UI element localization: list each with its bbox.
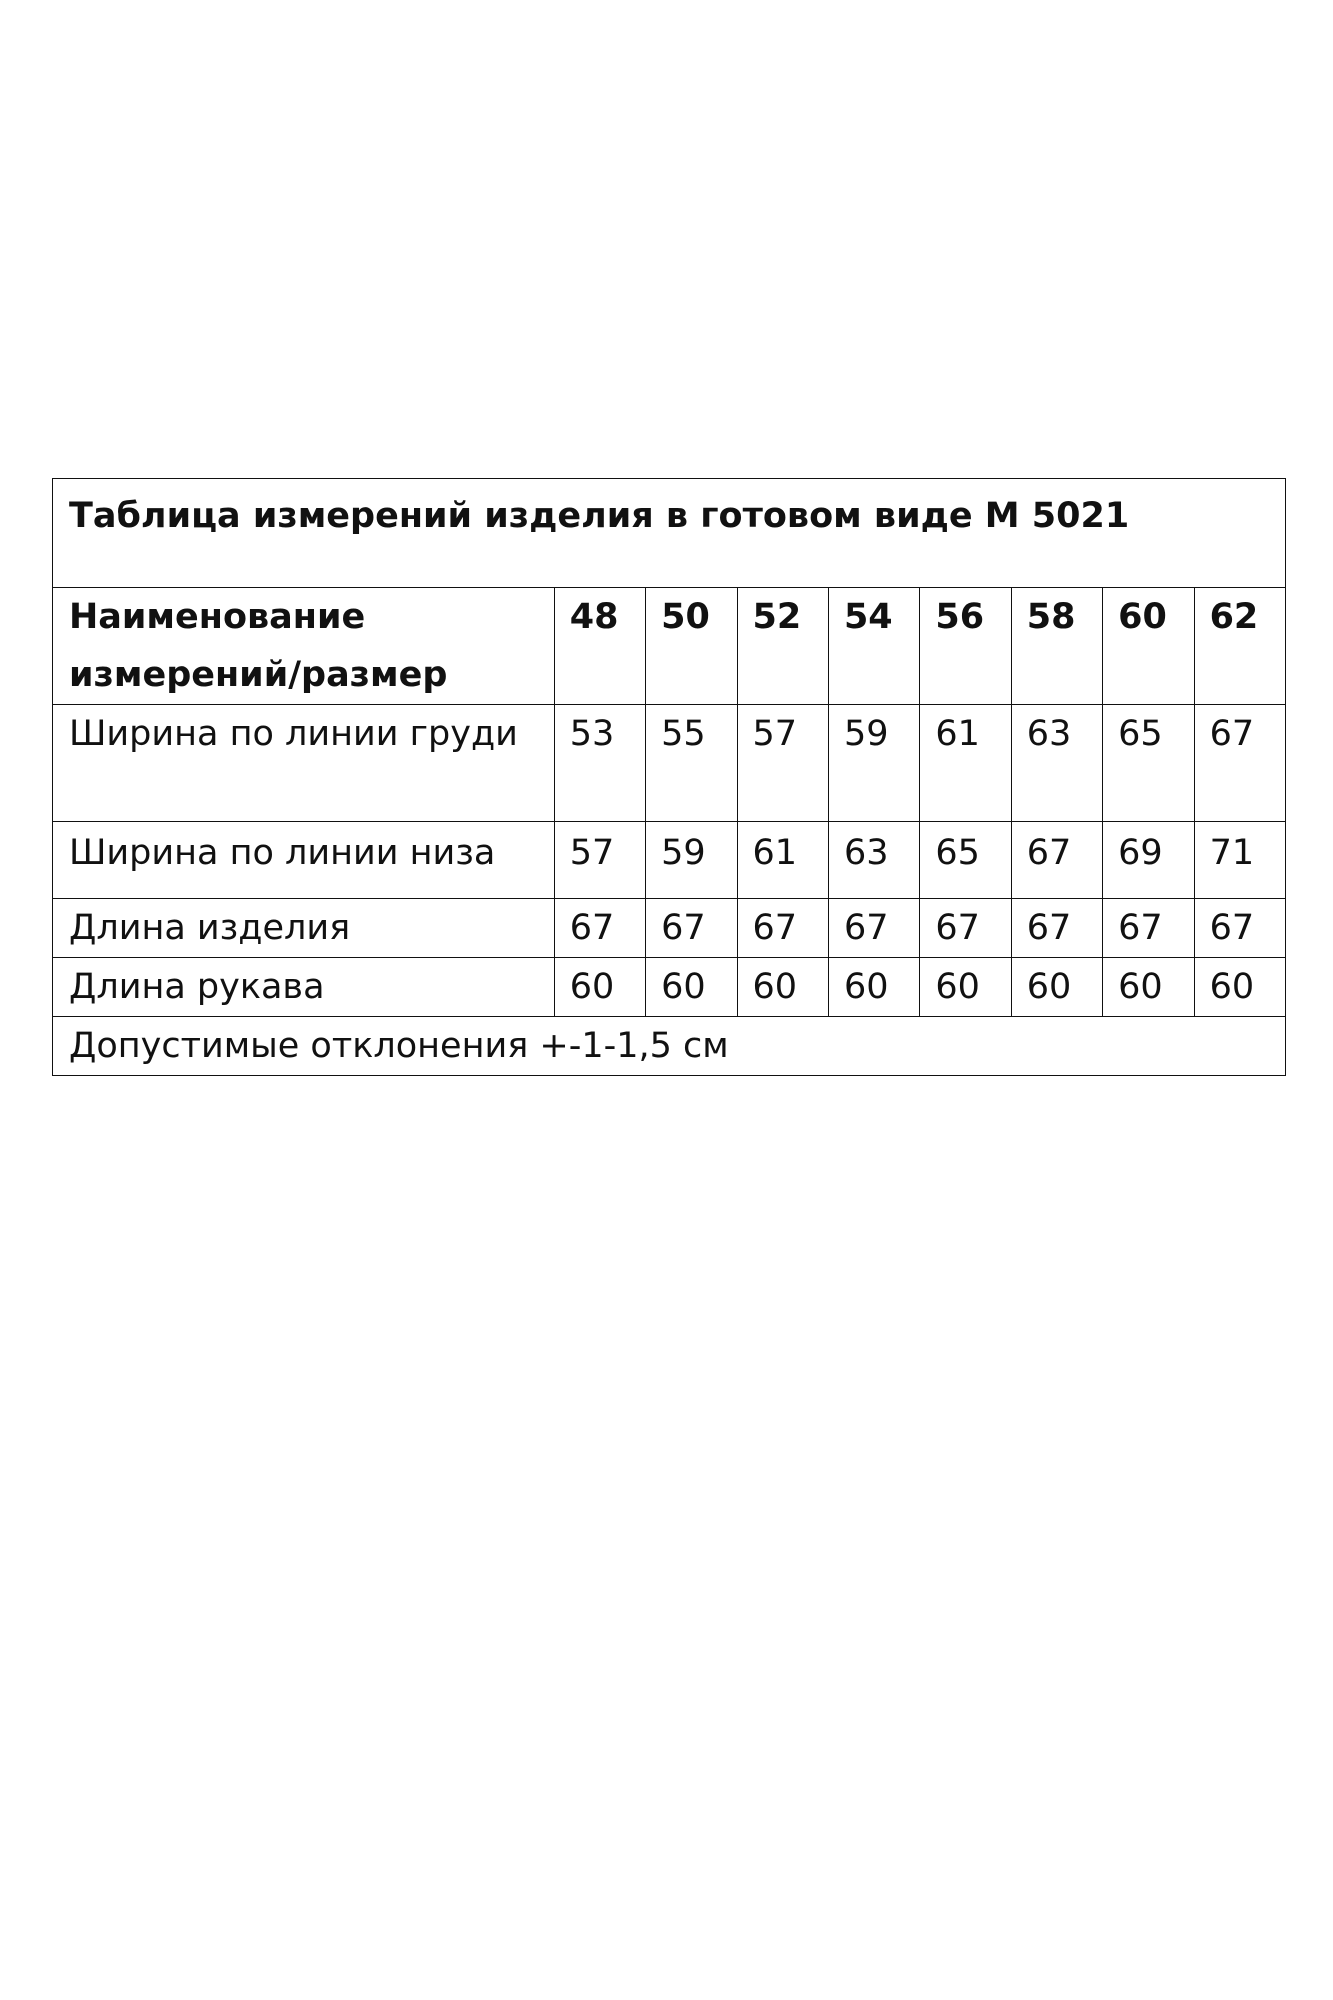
table-row xyxy=(53,899,1286,958)
measurement-value: 69 xyxy=(1103,822,1194,899)
size-header: 60 xyxy=(1103,588,1194,705)
measurement-value: 63 xyxy=(1011,705,1102,822)
measurement-value: 60 xyxy=(737,958,828,1017)
measurement-value: 60 xyxy=(828,958,919,1017)
measurement-value: 61 xyxy=(920,705,1011,822)
measurement-value: 67 xyxy=(1011,899,1102,958)
measurement-value: 60 xyxy=(1011,958,1102,1017)
measurement-value: 71 xyxy=(1194,822,1285,899)
table-row xyxy=(53,958,1286,1017)
header-label: Наименование измерений/размер xyxy=(53,588,555,705)
measurement-value: 59 xyxy=(646,822,737,899)
measurement-value: 57 xyxy=(554,822,645,899)
measurement-label: Ширина по линии низа xyxy=(53,822,555,899)
measurement-value: 60 xyxy=(920,958,1011,1017)
measurement-value: 67 xyxy=(1011,822,1102,899)
table-row xyxy=(53,822,1286,899)
measurement-value: 53 xyxy=(554,705,645,822)
measurement-value: 55 xyxy=(646,705,737,822)
title-row xyxy=(53,479,1286,588)
size-table xyxy=(52,478,1286,1076)
size-header: 58 xyxy=(1011,588,1102,705)
measurement-value: 67 xyxy=(737,899,828,958)
measurement-label: Длина рукава xyxy=(53,958,555,1017)
measurement-value: 67 xyxy=(828,899,919,958)
measurement-value: 60 xyxy=(554,958,645,1017)
size-header: 50 xyxy=(646,588,737,705)
measurement-value: 65 xyxy=(920,822,1011,899)
size-header: 56 xyxy=(920,588,1011,705)
measurement-value: 60 xyxy=(1103,958,1194,1017)
measurement-label: Ширина по линии груди xyxy=(53,705,555,822)
note-row xyxy=(53,1017,1286,1076)
measurement-value: 67 xyxy=(1194,899,1285,958)
measurement-value: 65 xyxy=(1103,705,1194,822)
measurement-value: 60 xyxy=(1194,958,1285,1017)
table-row xyxy=(53,705,1286,822)
measurement-value: 60 xyxy=(646,958,737,1017)
measurement-value: 57 xyxy=(737,705,828,822)
measurement-value: 67 xyxy=(646,899,737,958)
header-row xyxy=(53,588,1286,705)
table-title: Таблица измерений изделия в готовом виде М 5021 xyxy=(53,479,1286,588)
measurement-label: Длина изделия xyxy=(53,899,555,958)
tolerance-note: Допустимые отклонения +-1-1,5 см xyxy=(53,1017,1286,1076)
size-header: 54 xyxy=(828,588,919,705)
measurement-value: 67 xyxy=(920,899,1011,958)
measurement-value: 67 xyxy=(1103,899,1194,958)
measurement-value: 61 xyxy=(737,822,828,899)
size-header: 48 xyxy=(554,588,645,705)
size-header: 52 xyxy=(737,588,828,705)
measurement-value: 67 xyxy=(554,899,645,958)
measurement-value: 67 xyxy=(1194,705,1285,822)
size-header: 62 xyxy=(1194,588,1285,705)
measurement-value: 63 xyxy=(828,822,919,899)
measurement-value: 59 xyxy=(828,705,919,822)
